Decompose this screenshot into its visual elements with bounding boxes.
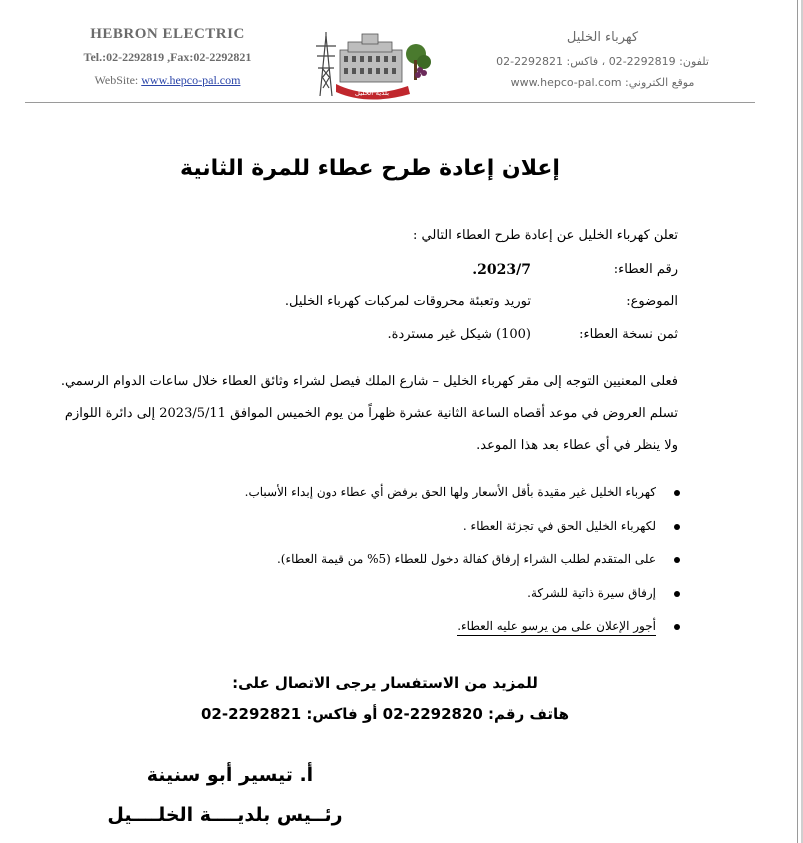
copy-price-value: (100) شيكل غير مستردة. — [387, 327, 531, 342]
list-item-text: إرفاق سيرة ذاتية للشركة. — [527, 585, 656, 600]
website-link[interactable]: www.hepco-pal.com — [141, 73, 241, 87]
list-item-text: على المتقدم لطلب الشراء إرفاق كفالة دخول للعطاء (5% من قيمة العطاء). — [276, 552, 656, 566]
subject-label: الموضوع: — [626, 294, 678, 309]
conditions-list — [245, 485, 680, 653]
website-en — [50, 73, 285, 88]
tender-number-value: 2023/7. — [472, 262, 531, 278]
logo-banner-text: بلدية الخليل — [354, 89, 390, 97]
company-name-en: HEBRON ELECTRIC — [90, 26, 245, 42]
bullet-icon — [674, 557, 680, 563]
list-item-text: كهرباء الخليل غير مقيدة بأقل الأسعار ولها الحق برفض أي عطاء دون إبداء الأسباب. — [244, 485, 656, 499]
contact-numbers: هاتف رقم: 2292820-02 أو فاكس: 2292821-02 — [200, 705, 570, 723]
header-arabic — [490, 30, 715, 89]
list-item — [245, 619, 680, 653]
website-ar: موقع الكتروني: www.hepco-pal.com — [510, 76, 695, 89]
subject-value: توريد وتعبئة محروقات لمركبات كهرباء الخليل. — [284, 294, 531, 309]
copy-price-label: ثمن نسخة العطاء: — [579, 327, 678, 342]
page-edge — [797, 0, 798, 843]
company-name-ar: كهرباء الخليل — [566, 30, 639, 45]
phone-fax-ar: تلفون: 2292819-02 ، فاكس: 2292821-02 — [496, 55, 709, 68]
bullet-icon — [674, 524, 680, 530]
signatory-name: أ. تيسير أبو سنينة — [146, 764, 314, 786]
header-divider — [25, 102, 755, 103]
contact-heading: للمزيد من الاستفسار يرجى الاتصال على: — [232, 674, 538, 692]
list-item — [245, 485, 680, 519]
hebron-electric-logo — [308, 28, 438, 100]
list-item — [245, 586, 680, 620]
bullet-icon — [674, 591, 680, 597]
bullet-icon — [674, 490, 680, 496]
paragraph-late-bids: ولا ينظر في أي عطاء بعد هذا الموعد. — [476, 438, 678, 453]
website-label: WebSite: — [94, 73, 139, 87]
paragraph-purchase: فعلى المعنيين التوجه إلى مقر كهرباء الخليل – شارع الملك فيصل لشراء وثائق العطاء خلال ساعات الدوام الرسمي. — [60, 374, 678, 389]
list-item — [245, 519, 680, 553]
header-english — [50, 26, 285, 88]
bullet-icon — [674, 624, 680, 630]
intro-text: تعلن كهرباء الخليل عن إعادة طرح العطاء التالي : — [413, 228, 678, 243]
phone-fax-en: Tel.:02-2292819 ,Fax:02-2292821 — [83, 50, 252, 64]
paragraph-deadline: تسلم العروض في موعد أقصاه الساعة الثانية عشرة ظهراً من يوم الخميس الموافق 2023/5/11 إلى دائرة اللوازم — [64, 406, 678, 421]
signatory-title: رئــيس بلديــــة الخلــــيل — [107, 804, 343, 826]
list-item-text: لكهرباء الخليل الحق في تجزئة العطاء . — [462, 518, 656, 533]
document-title: إعلان إعادة طرح عطاء للمرة الثانية — [180, 156, 560, 181]
tender-number-label: رقم العطاء: — [613, 262, 678, 277]
list-item-text: أجور الإعلان على من يرسو عليه العطاء. — [457, 619, 656, 636]
list-item — [245, 552, 680, 586]
